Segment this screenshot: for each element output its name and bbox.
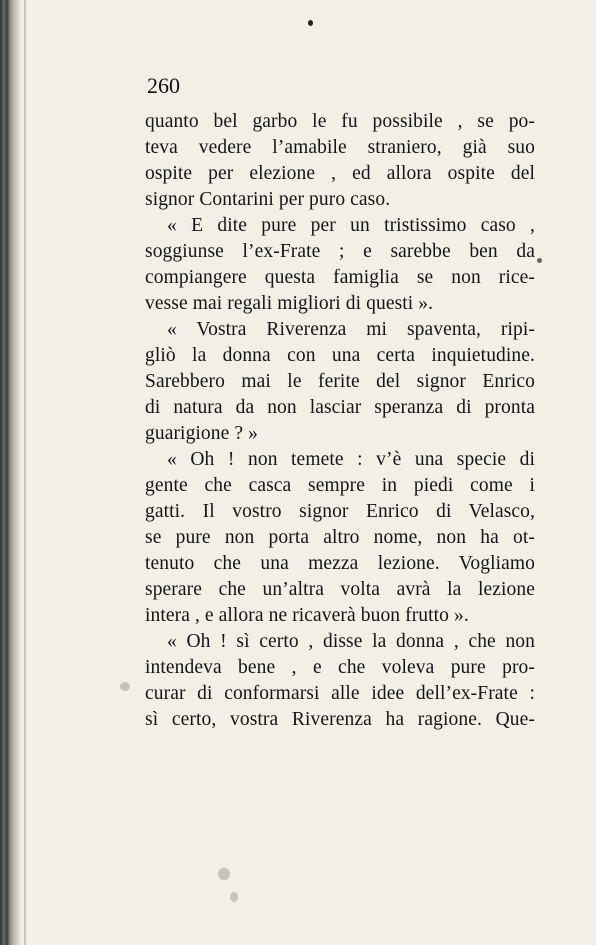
text-line: gatti. Il vostro signor Enrico di Velasco,: [145, 501, 535, 522]
text-line: compiangere questa famiglia se non rice-: [145, 267, 535, 288]
text-line: tenuto che una mezza lezione. Vogliamo: [145, 553, 535, 574]
text-line: sperare che un’altra volta avrà la lezione: [145, 579, 535, 600]
text-line: soggiunse l’ex-Frate ; e sarebbe ben da: [145, 241, 535, 262]
text-line: teva vedere l’amabile straniero, già suo: [145, 137, 535, 158]
text-line: se pure non porta altro nome, non ha ot-: [145, 527, 535, 548]
text-line: quanto bel garbo le fu possibile , se po-: [145, 111, 535, 132]
paper-speck: [218, 868, 230, 880]
text-line: curar di conformarsi alle idee dell’ex-Frate :: [145, 683, 535, 704]
paper-speck: [120, 682, 130, 691]
text-line: sì certo, vostra Riverenza ha ragione. Que-: [145, 709, 535, 730]
text-line: di natura da non lasciar speranza di pronta: [145, 397, 535, 418]
text-line: « Oh ! non temete : v’è una specie di: [167, 449, 535, 470]
text-line: signor Contarini per puro caso.: [145, 189, 391, 210]
text-line: « E dite pure per un tristissimo caso ,: [167, 215, 535, 236]
body-text: [145, 109, 535, 733]
gutter-shadow: [24, 0, 26, 945]
text-line: Sarebbero mai le ferite del signor Enrico: [145, 371, 535, 392]
text-line: « Oh ! sì certo , disse la donna , che non: [167, 631, 535, 652]
text-line: intendeva bene , e che voleva pure pro-: [145, 657, 535, 678]
text-line: vesse mai regali migliori di questi ».: [145, 293, 434, 314]
text-line: « Vostra Riverenza mi spaventa, ripi-: [167, 319, 535, 340]
text-line: gente che casca sempre in piedi come i: [145, 475, 535, 496]
ink-dot: [308, 20, 313, 26]
text-line: gliò la donna con una certa inquietudine.: [145, 345, 535, 366]
book-spine-edge: [0, 0, 20, 945]
text-line: guarigione ? »: [145, 423, 258, 444]
paper-speck: [230, 892, 238, 902]
paper-speck: [537, 258, 542, 263]
text-line: ospite per elezione , ed allora ospite del: [145, 163, 535, 184]
text-line: intera , e allora ne ricaverà buon frutto ».: [145, 605, 469, 626]
page-number: 260: [147, 73, 180, 98]
